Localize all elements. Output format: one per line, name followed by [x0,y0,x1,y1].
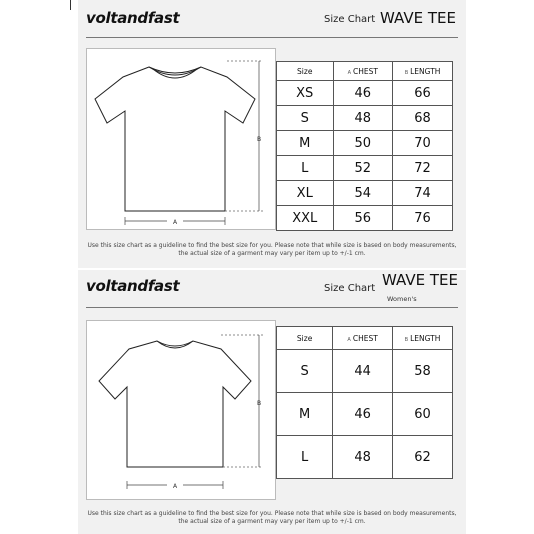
table-row: L 52 72 [277,156,453,181]
dim-a-label: A [172,219,178,226]
womens-subtitle: Women's [387,295,417,303]
edge-tick [70,0,71,10]
table-row: M 46 60 [277,393,453,436]
mens-size-table [276,61,453,231]
mens-size-chart-panel [78,0,466,268]
header-chest: A CHEST [333,327,393,350]
table-row: S 48 68 [277,106,453,131]
table-row: XL 54 74 [277,181,453,206]
dim-a-label: A [172,483,178,490]
size-guideline-note: Use this size chart as a guideline to find the best size for you. Please note that while size is based on body measurements, the actual size of a garment may vary per item up to +/-1 cm. [87,242,457,257]
womens-size-chart-panel [78,270,466,534]
brand-logo: voltandfast [86,277,180,295]
header-chest: A CHEST [333,62,393,81]
table-row: XS 46 66 [277,81,453,106]
header-size: Size [277,327,333,350]
tshirt-outline-icon [87,321,277,501]
table-row: L 48 62 [277,436,453,479]
header-divider [86,37,458,38]
brand-logo: voltandfast [86,9,180,27]
tshirt-outline-icon [87,49,277,231]
size-guideline-note: Use this size chart as a guideline to find the best size for you. Please note that while size is based on body measurements, the actual size of a garment may vary per item up to +/-1 cm. [87,510,457,525]
table-header-row [277,327,453,350]
header-size: Size [277,62,334,81]
table-row: S 44 58 [277,350,453,393]
product-name: WAVE TEE [382,271,458,289]
header-divider [86,307,458,308]
size-chart-label: Size Chart [324,14,376,25]
table-row: M 50 70 [277,131,453,156]
header-length: B LENGTH [393,62,453,81]
dim-b-label: B [256,136,262,143]
table-header-row [277,62,453,81]
tshirt-diagram [86,48,276,230]
dim-b-label: B [256,400,262,407]
tshirt-diagram [86,320,276,500]
womens-size-table [276,326,453,479]
size-chart-label: Size Chart [324,283,376,294]
header-length: B LENGTH [393,327,453,350]
product-name: WAVE TEE [380,9,456,27]
table-row: XXL 56 76 [277,206,453,231]
